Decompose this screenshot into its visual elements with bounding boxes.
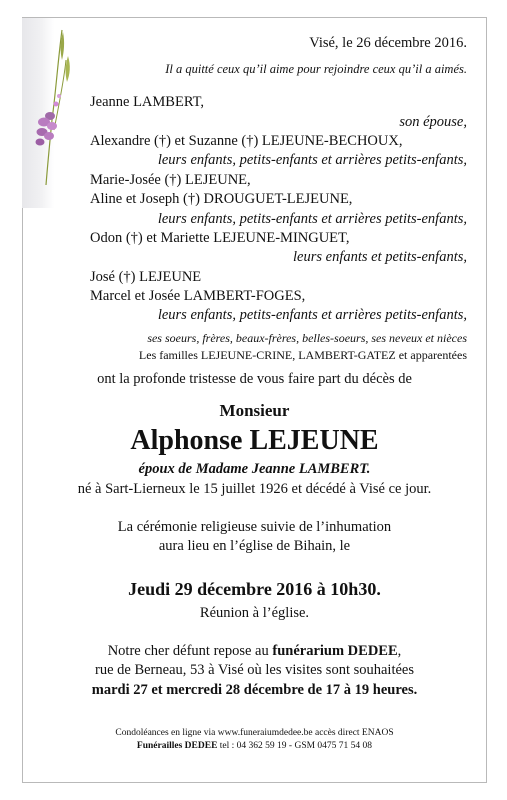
contact-line — [22, 742, 487, 752]
visit-address-line: rue de Berneau, 53 à Visé où les visites sont souhaitées — [95, 662, 414, 678]
visit-suffix: , — [397, 643, 402, 659]
intro-text: Il a quitté ceux qu’il aime pour rejoindre ceux qu’il a aimés. — [165, 62, 467, 76]
contact-numbers: tel : 04 362 59 19 - GSM 0475 71 54 08 — [217, 741, 373, 751]
birth-death-line: né à Sart-Lierneux le 15 juillet 1926 et décédé à Visé ce jour. — [77, 481, 432, 497]
visit-hours-line: mardi 27 et mercredi 28 décembre de 17 à 19 heures. — [91, 682, 418, 698]
funeral-home-name: Funérailles DEDEE — [136, 741, 218, 751]
visit-prefix: Notre cher défunt repose au — [107, 643, 273, 659]
family-line: Odon (†) et Mariette LEJEUNE-MINGUET, — [90, 230, 350, 246]
family-line: Aline et Joseph (†) DROUGUET-LEJEUNE, — [90, 191, 353, 207]
deceased-title: Monsieur — [219, 401, 290, 420]
family-line: son épouse, — [399, 114, 467, 130]
relatives-line: ses soeurs, frères, beaux-frères, belles-soeurs, ses neveux et nièces — [147, 331, 467, 345]
spouse-line: époux de Madame Jeanne LAMBERT. — [138, 461, 371, 477]
family-line: leurs enfants, petits-enfants et arrières petits-enfants, — [157, 307, 467, 323]
family-line: leurs enfants, petits-enfants et arrières petits-enfants, — [157, 152, 467, 168]
deceased-name: Alphonse LEJEUNE — [130, 425, 379, 456]
ceremony-line: aura lieu en l’église de Bihain, le — [158, 538, 351, 554]
date-line: Visé, le 26 décembre 2016. — [309, 35, 467, 51]
visit-line — [22, 644, 487, 659]
condolences-line: Condoléances en ligne via www.funeraiumdedee.be accès direct ENAOS — [115, 728, 394, 738]
family-line: leurs enfants et petits-enfants, — [293, 249, 467, 265]
family-line: Marie-Josée (†) LEJEUNE, — [90, 172, 251, 188]
family-line: Alexandre (†) et Suzanne (†) LEJEUNE-BECHOUX, — [90, 133, 403, 149]
family-line: Jeanne LAMBERT, — [90, 94, 205, 110]
flower-illustration — [22, 20, 82, 190]
meeting-line: Réunion à l’église. — [199, 605, 310, 621]
announcement-text: ont la profonde tristesse de vous faire part du décès de — [97, 371, 412, 387]
funerarium-name: funérarium DEDEE — [272, 643, 398, 659]
families-line: Les familles LEJEUNE-CRINE, LAMBERT-GATEZ et apparentées — [138, 348, 467, 362]
family-line: Marcel et Josée LAMBERT-FOGES, — [90, 288, 306, 304]
family-line: leurs enfants, petits-enfants et arrières petits-enfants, — [157, 211, 467, 227]
family-line: José (†) LEJEUNE — [90, 269, 202, 285]
ceremony-datetime: Jeudi 29 décembre 2016 à 10h30. — [128, 579, 381, 599]
ceremony-line: La cérémonie religieuse suivie de l’inhumation — [117, 519, 392, 535]
